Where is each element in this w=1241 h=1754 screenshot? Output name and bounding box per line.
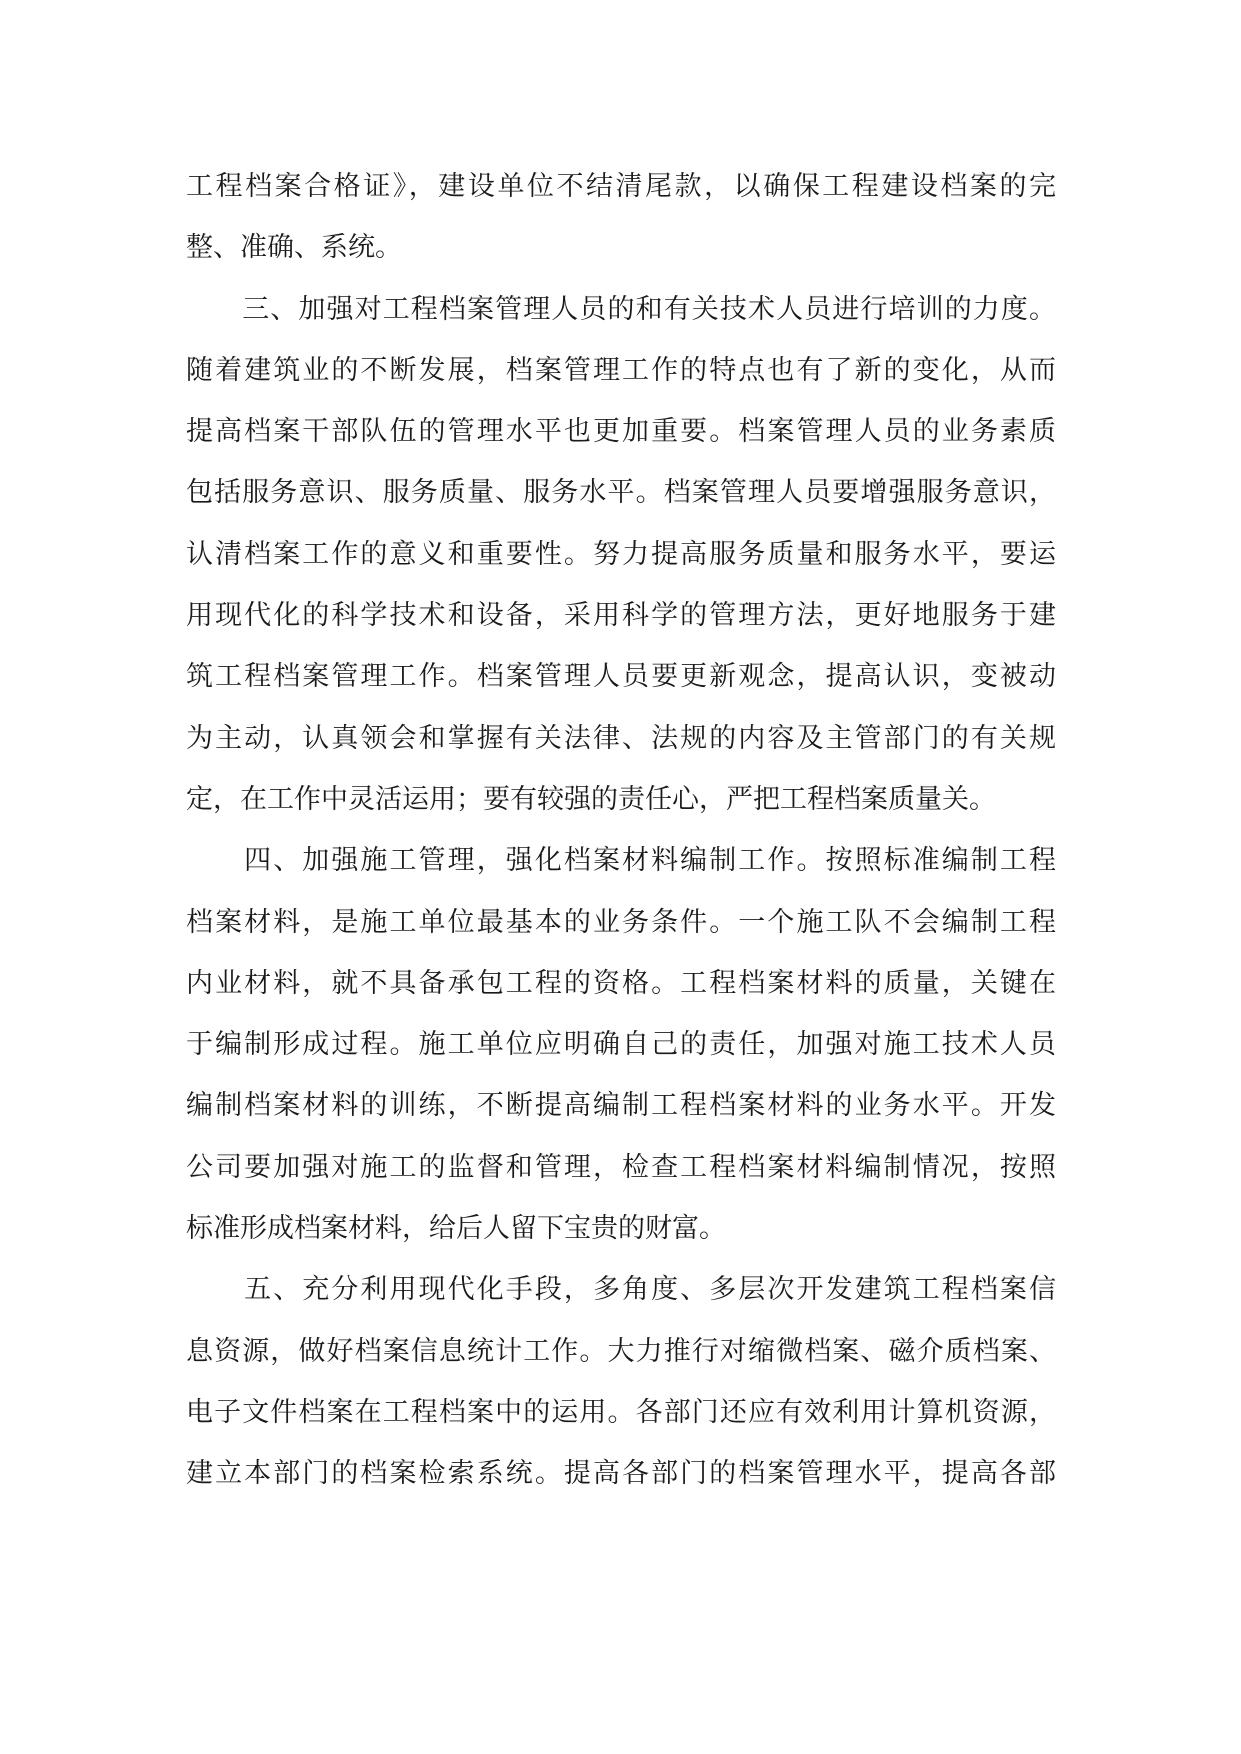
text-line: 提高档案干部队伍的管理水平也更加重要。档案管理人员的业务素质 bbox=[186, 416, 1056, 448]
text-line: 认清档案工作的意义和重要性。努力提高服务质量和服务水平，要运 bbox=[186, 538, 1056, 570]
text-line: 建立本部门的档案检索系统。提高各部门的档案管理水平，提高各部 bbox=[186, 1458, 1056, 1490]
text-line: 为主动，认真领会和掌握有关法律、法规的内容及主管部门的有关规 bbox=[186, 722, 1056, 754]
text-line: 整、准确、系统。 bbox=[186, 232, 402, 264]
text-line: 筑工程档案管理工作。档案管理人员要更新观念，提高认识，变被动 bbox=[186, 661, 1056, 693]
body-text bbox=[186, 156, 1056, 1505]
text-line: 定，在工作中灵活运用；要有较强的责任心，严把工程档案质量关。 bbox=[186, 783, 996, 815]
text-line: 四、加强施工管理，强化档案材料编制工作。按照标准编制工程 bbox=[186, 845, 1056, 877]
text-line: 公司要加强对施工的监督和管理，检查工程档案材料编制情况，按照 bbox=[186, 1151, 1056, 1183]
text-line: 工程档案合格证》，建设单位不结清尾款，以确保工程建设档案的完 bbox=[186, 171, 1056, 202]
text-line: 标准形成档案材料，给后人留下宝贵的财富。 bbox=[186, 1213, 726, 1245]
text-line: 息资源，做好档案信息统计工作。大力推行对缩微档案、磁介质档案、 bbox=[186, 1335, 1056, 1367]
text-line: 包括服务意识、服务质量、服务水平。档案管理人员要增强服务意识， bbox=[186, 477, 1056, 509]
text-line: 三、加强对工程档案管理人员的和有关技术人员进行培训的力度。 bbox=[186, 293, 1056, 325]
text-line: 随着建筑业的不断发展，档案管理工作的特点也有了新的变化，从而 bbox=[186, 354, 1056, 386]
text-line: 内业材料，就不具备承包工程的资格。工程档案材料的质量，关键在 bbox=[186, 967, 1056, 999]
text-line: 编制档案材料的训练，不断提高编制工程档案材料的业务水平。开发 bbox=[186, 1090, 1056, 1122]
text-line: 档案材料，是施工单位最基本的业务条件。一个施工队不会编制工程 bbox=[186, 906, 1056, 938]
text-line: 用现代化的科学技术和设备，采用科学的管理方法，更好地服务于建 bbox=[186, 600, 1056, 632]
text-line: 五、充分利用现代化手段，多角度、多层次开发建筑工程档案信 bbox=[186, 1274, 1056, 1306]
text-line: 于编制形成过程。施工单位应明确自己的责任，加强对施工技术人员 bbox=[186, 1029, 1056, 1061]
text-line: 电子文件档案在工程档案中的运用。各部门还应有效利用计算机资源， bbox=[186, 1396, 1056, 1428]
